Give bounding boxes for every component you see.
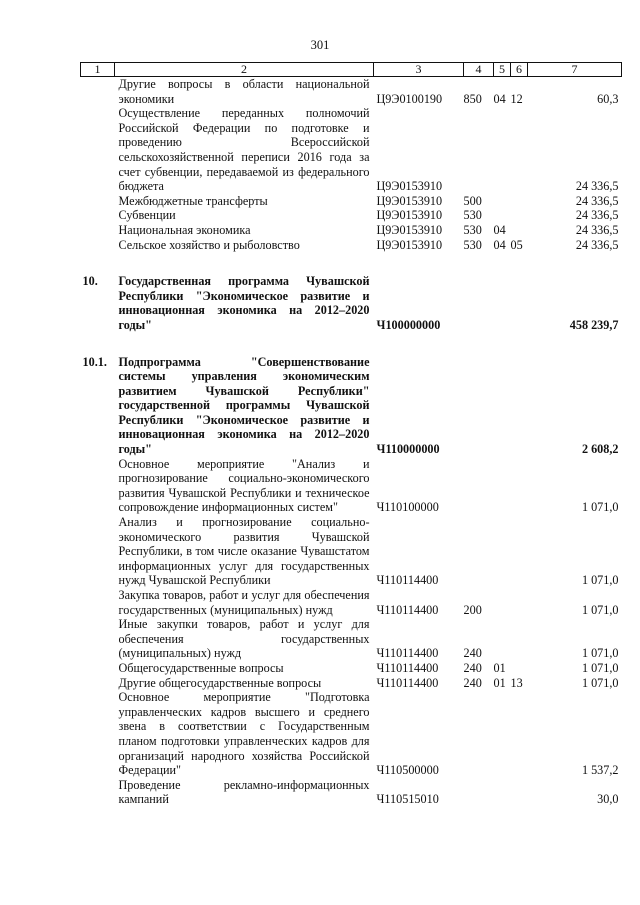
expense-type-code: 240 <box>463 646 482 661</box>
row-name: Осуществление переданных полномочий Российской Федерации по подготовке и проведению Всероссийской сельскохозяйственной переписи 2016 года за счет субвенции, передаваемой из федерального бюджета <box>118 106 370 194</box>
expense-type-code <box>464 106 494 194</box>
expense-type-code: 850 <box>463 91 482 106</box>
row-name: Основное мероприятие "Анализ и прогнозирование социально-экономического развития Чувашской Республики и техническое сопровождение информационных систем" <box>118 456 370 515</box>
expense-type-code <box>464 778 494 807</box>
section-code: 01 <box>493 675 506 690</box>
row-number <box>81 676 115 691</box>
header-cell-4: 4 <box>464 63 494 77</box>
subsection-code <box>511 194 528 209</box>
subsection-code <box>511 223 528 238</box>
expense-type-code: 530 <box>463 237 482 252</box>
row-name: Иные закупки товаров, работ и услуг для обеспечения государственных (муниципальных) нужд <box>118 617 370 661</box>
expense-type-code <box>464 690 494 778</box>
subsection-code <box>511 661 528 676</box>
table-row <box>81 106 622 194</box>
amount: 1 071,0 <box>581 660 619 675</box>
table-row <box>81 274 622 332</box>
section-code: 04 <box>493 91 506 106</box>
table-row <box>81 194 622 209</box>
row-number <box>81 194 115 209</box>
header-cell-7: 7 <box>528 63 622 77</box>
row-number <box>81 106 115 194</box>
row-name: Подпрограмма "Совершенствование системы управления экономическим развитием Чувашской Республики" государственной программы Чувашской Республики "Экономическое развитие и инновационная экономика на 2012–2020 годы" <box>118 354 370 457</box>
target-article-code: Ч110114400 <box>376 573 439 588</box>
header-cell-5: 5 <box>494 63 511 77</box>
target-article-code: Ц9Э0153910 <box>376 237 443 252</box>
target-article-code: Ч110000000 <box>376 442 440 457</box>
subsection-code <box>511 106 528 194</box>
section-code <box>494 778 511 807</box>
section-code <box>494 588 511 617</box>
target-article-code: Ч110100000 <box>376 500 439 515</box>
page-number: 301 <box>310 38 330 52</box>
row-number <box>81 223 115 238</box>
row-number <box>81 208 115 223</box>
amount: 458 239,7 <box>569 317 619 332</box>
header-cell-3: 3 <box>374 63 464 77</box>
header-cell-2: 2 <box>115 63 374 77</box>
spacer-row <box>81 333 622 355</box>
row-number <box>81 457 115 515</box>
target-article-code: Ц9Э0153910 <box>376 193 443 208</box>
row-name: Субвенции <box>118 208 176 223</box>
amount: 1 071,0 <box>581 646 619 661</box>
row-name: Национальная экономика <box>118 222 251 237</box>
expense-type-code: 240 <box>463 660 482 675</box>
table-row <box>81 778 622 807</box>
table-row <box>81 617 622 661</box>
row-number <box>81 661 115 676</box>
table-row <box>81 690 622 778</box>
target-article-code: Ц9Э0100190 <box>376 91 443 106</box>
table-row <box>81 676 622 691</box>
row-number <box>81 77 115 107</box>
section-code <box>494 690 511 778</box>
table-row <box>81 223 622 238</box>
table-row <box>81 77 622 107</box>
header-cell-6: 6 <box>511 63 528 77</box>
subsection-code <box>511 778 528 807</box>
row-number <box>81 238 115 253</box>
subsection-code <box>511 274 528 332</box>
target-article-code: Ч100000000 <box>376 317 441 332</box>
table-header <box>81 63 622 77</box>
header-row <box>81 63 622 77</box>
section-code: 04 <box>493 222 506 237</box>
table-row <box>81 588 622 617</box>
row-name: Межбюджетные трансферты <box>118 193 268 208</box>
row-number <box>81 617 115 661</box>
subsection-code <box>511 588 528 617</box>
budget-table <box>80 62 622 807</box>
spacer-row <box>81 252 622 274</box>
expense-type-code <box>464 274 494 332</box>
table-row <box>81 238 622 253</box>
section-code <box>494 617 511 661</box>
section-code: 01 <box>493 660 506 675</box>
amount: 24 336,5 <box>575 179 619 194</box>
row-number <box>81 588 115 617</box>
amount: 1 071,0 <box>581 500 619 515</box>
expense-type-code: 200 <box>463 602 482 617</box>
expense-type-code: 530 <box>463 222 482 237</box>
row-number: 10. <box>82 274 98 289</box>
table-body <box>81 77 622 807</box>
section-code <box>494 515 511 588</box>
target-article-code: Ч110114400 <box>376 660 439 675</box>
section-code <box>494 274 511 332</box>
amount: 2 608,2 <box>581 442 619 457</box>
row-name: Другие общегосударственные вопросы <box>118 675 322 690</box>
subsection-code <box>511 515 528 588</box>
expense-type-code: 530 <box>463 208 482 223</box>
section-code <box>494 106 511 194</box>
row-name: Другие вопросы в области национальной экономики <box>118 77 370 106</box>
row-name: Анализ и прогнозирование социально-экономического развития Чувашской Республики, в том числе оказание Чувашстатом информационных услуг для государственных нужд Чувашской Республики <box>118 515 370 588</box>
amount: 60,3 <box>597 91 619 106</box>
amount: 1 537,2 <box>581 763 619 778</box>
subsection-code <box>511 457 528 515</box>
target-article-code: Ц9Э0153910 <box>376 179 443 194</box>
expense-type-code <box>464 515 494 588</box>
row-name: Проведение рекламно-информационных кампаний <box>118 777 370 807</box>
header-cell-1: 1 <box>81 63 115 77</box>
section-code <box>494 355 511 457</box>
expense-type-code: 240 <box>463 675 482 690</box>
row-number: 10.1. <box>82 354 107 369</box>
subsection-code <box>511 208 528 223</box>
row-name: Государственная программа Чувашской Республики "Экономическое развитие и инновационная экономика на 2012–2020 годы" <box>118 274 370 332</box>
amount: 24 336,5 <box>575 208 619 223</box>
row-number <box>81 778 115 807</box>
row-number <box>81 515 115 588</box>
amount: 24 336,5 <box>575 237 619 252</box>
target-article-code: Ч110114400 <box>376 675 439 690</box>
amount: 24 336,5 <box>575 193 619 208</box>
row-number <box>81 690 115 778</box>
subsection-code <box>511 617 528 661</box>
target-article-code: Ц9Э0153910 <box>376 208 443 223</box>
section-code <box>494 457 511 515</box>
section-code <box>494 208 511 223</box>
row-name: Основное мероприятие "Подготовка управленческих кадров высшего и среднего звена в соответствии с Государственным планом подготовки управленческих кадров для организаций народного хозяйства Российской Федерации" <box>118 690 370 778</box>
amount: 30,0 <box>597 792 619 807</box>
table-row <box>81 515 622 588</box>
amount: 1 071,0 <box>581 675 619 690</box>
section-code: 04 <box>493 237 506 252</box>
amount: 24 336,5 <box>575 222 619 237</box>
section-code <box>494 194 511 209</box>
amount: 1 071,0 <box>581 602 619 617</box>
target-article-code: Ц9Э0153910 <box>376 222 443 237</box>
subsection-code <box>511 355 528 457</box>
table-row <box>81 457 622 515</box>
subsection-code: 05 <box>510 237 523 252</box>
expense-type-code <box>464 355 494 457</box>
target-article-code: Ч110114400 <box>376 646 439 661</box>
amount: 1 071,0 <box>581 573 619 588</box>
row-name: Сельское хозяйство и рыболовство <box>118 237 300 252</box>
subsection-code: 13 <box>510 675 523 690</box>
target-article-code: Ч110500000 <box>376 763 439 778</box>
expense-type-code: 500 <box>463 193 482 208</box>
expense-type-code <box>464 457 494 515</box>
table-row <box>81 661 622 676</box>
table-row <box>81 208 622 223</box>
subsection-code <box>511 690 528 778</box>
subsection-code: 12 <box>510 91 523 106</box>
target-article-code: Ч110515010 <box>376 792 439 807</box>
target-article-code: Ч110114400 <box>376 602 439 617</box>
row-name: Общегосударственные вопросы <box>118 660 284 675</box>
table-row <box>81 355 622 457</box>
row-name: Закупка товаров, работ и услуг для обеспечения государственных (муниципальных) нужд <box>118 588 370 617</box>
